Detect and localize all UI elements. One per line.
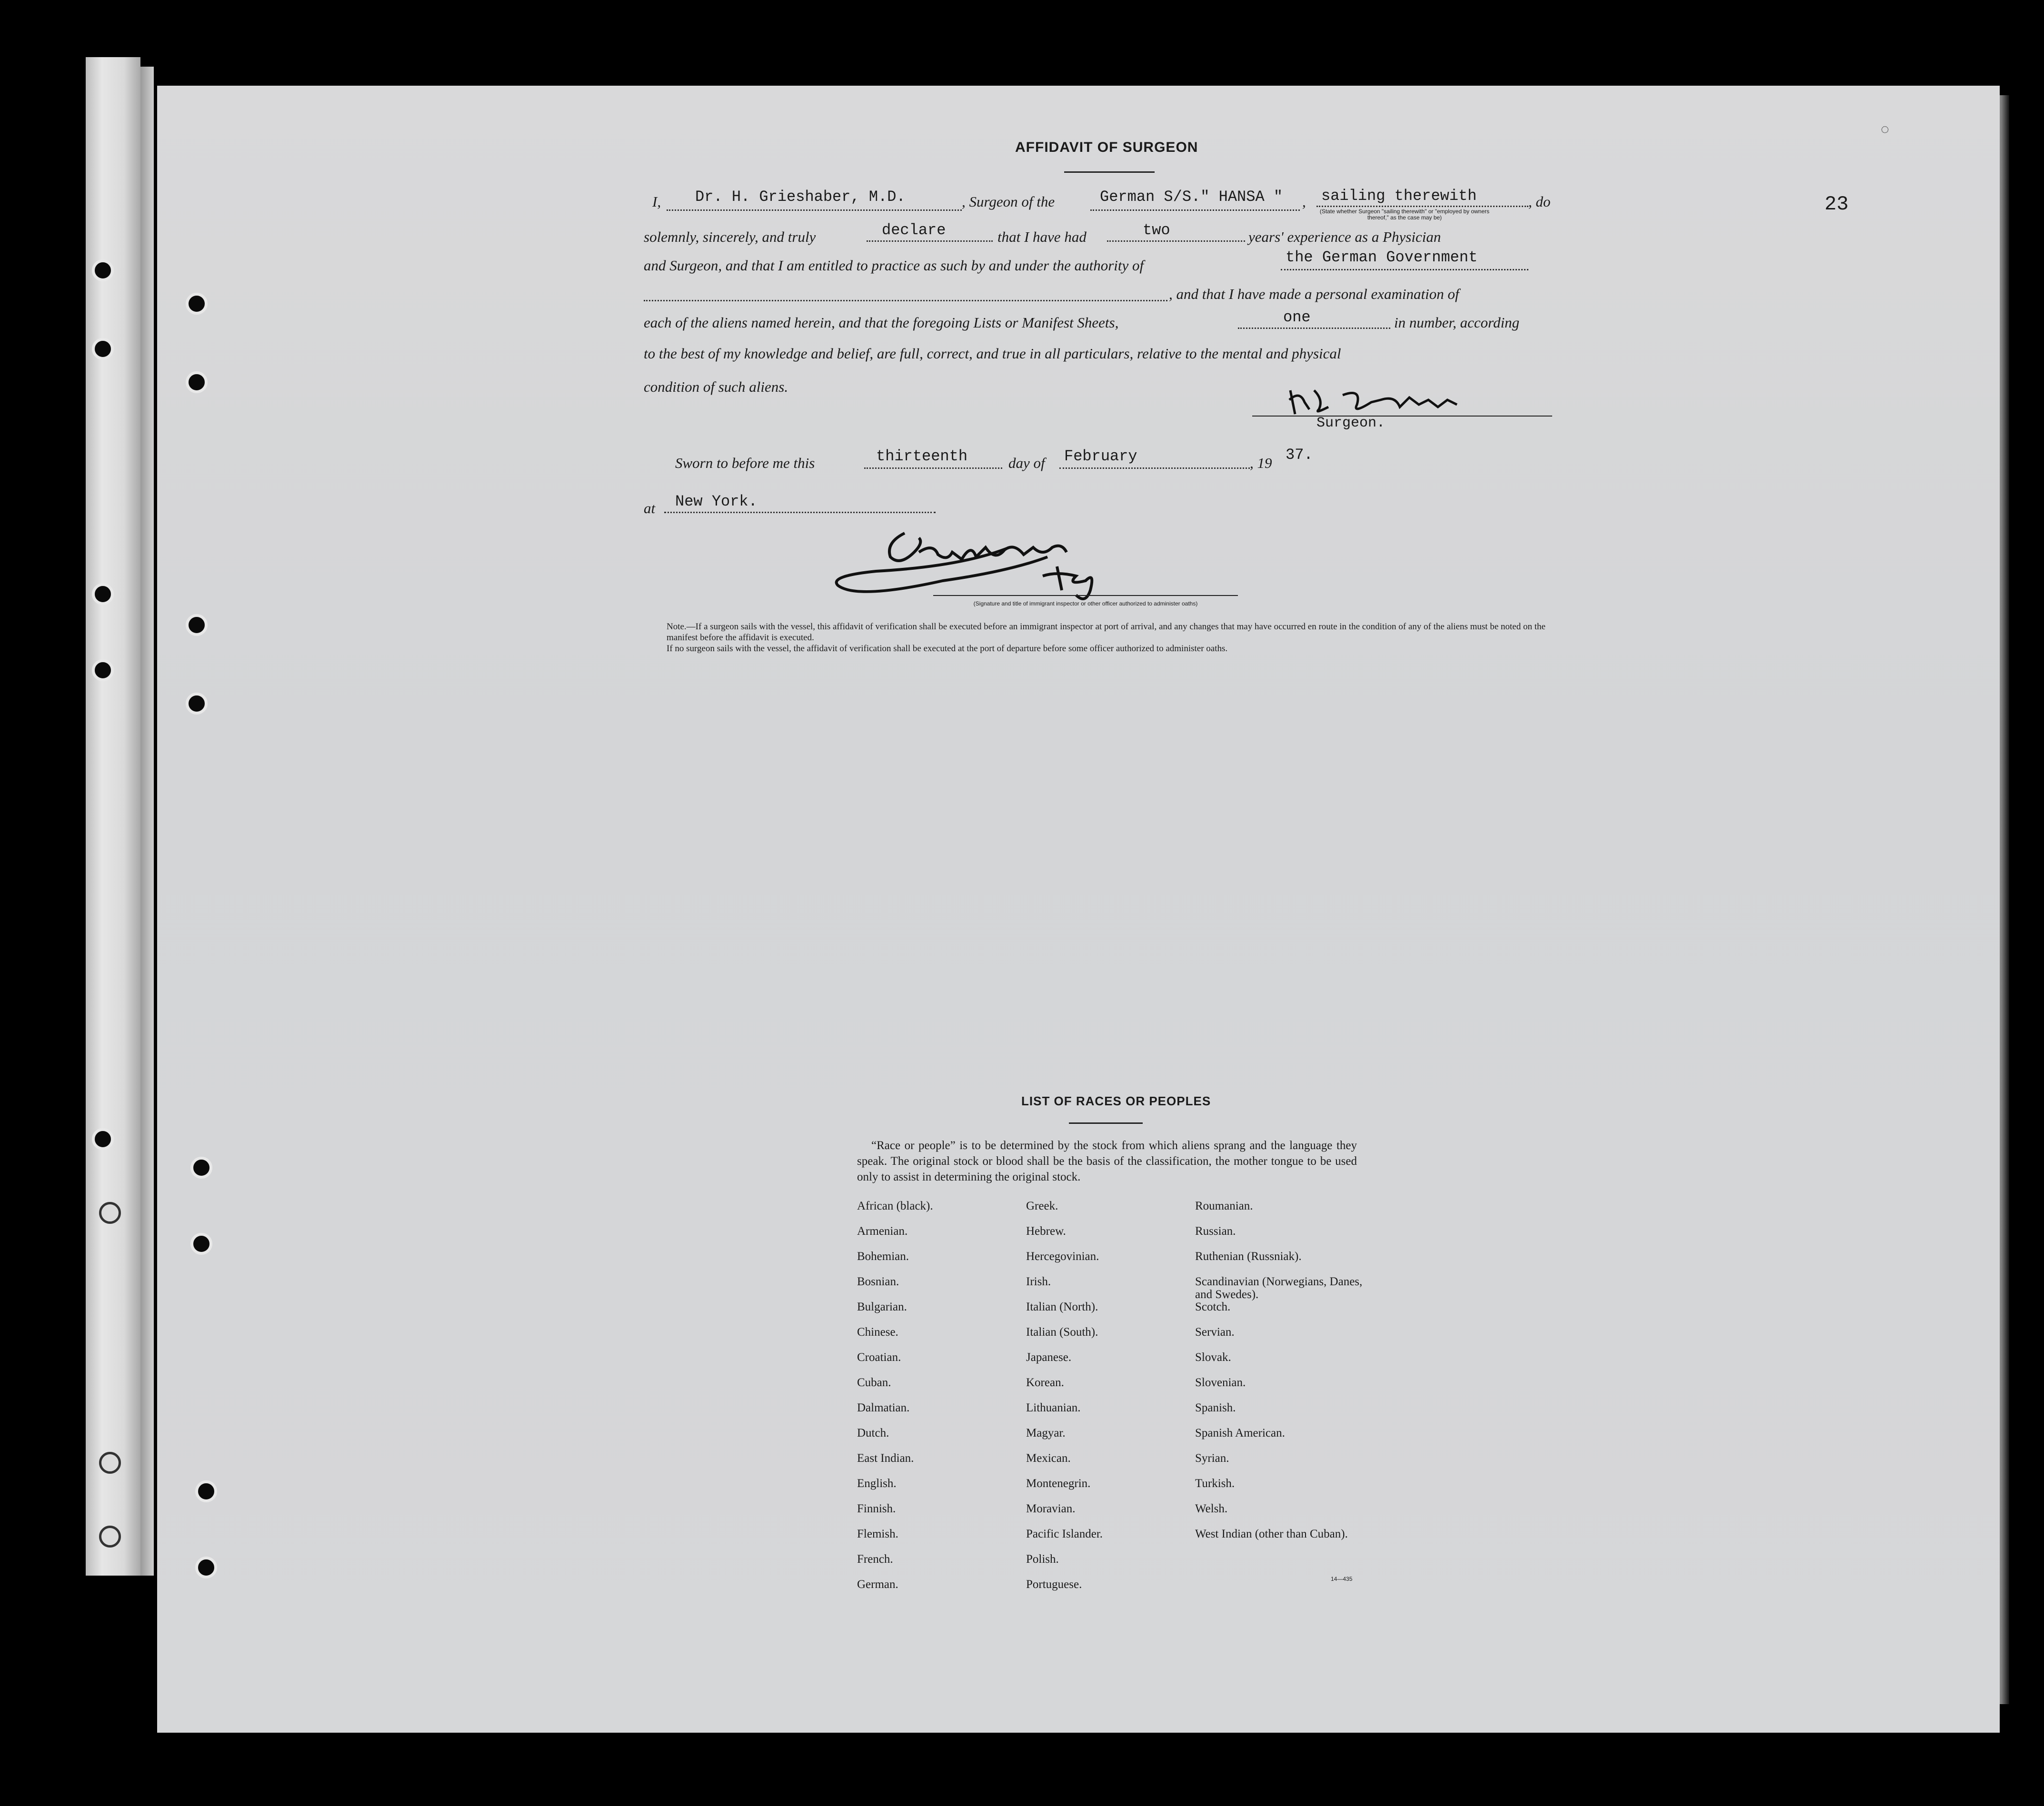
race-item: West Indian (other than Cuban). bbox=[1195, 1528, 1348, 1540]
inspector-caption: (Signature and title of immigrant inspector or other officer authorized to administer oaths) bbox=[973, 600, 1198, 607]
race-item: Spanish American. bbox=[1195, 1427, 1285, 1439]
race-item: Mexican. bbox=[1026, 1452, 1071, 1465]
affidavit-text: and Surgeon, and that I am entitled to practice as such by and under the authority of bbox=[644, 257, 1144, 274]
sheets-count: one bbox=[1283, 308, 1311, 326]
years-experience: two bbox=[1143, 221, 1170, 239]
affidavit-title: AFFIDAVIT OF SURGEON bbox=[1015, 139, 1198, 155]
field-line bbox=[1090, 209, 1300, 211]
affidavit-text: day of bbox=[1008, 455, 1045, 471]
race-item: Syrian. bbox=[1195, 1452, 1229, 1465]
binder-hole bbox=[99, 1452, 121, 1474]
affidavit-text: each of the aliens named herein, and that the foregoing Lists or Manifest Sheets, bbox=[644, 314, 1119, 331]
binder-hole bbox=[99, 1526, 121, 1548]
race-item: Hebrew. bbox=[1026, 1225, 1066, 1238]
race-item: Flemish. bbox=[857, 1528, 898, 1540]
binder-hole bbox=[92, 659, 114, 681]
field-line bbox=[1059, 467, 1250, 469]
race-item: German. bbox=[857, 1578, 898, 1591]
race-item: Chinese. bbox=[857, 1326, 898, 1339]
page-hole bbox=[186, 614, 208, 636]
races-column-3 bbox=[1195, 1200, 1366, 1553]
race-item: Dalmatian. bbox=[857, 1401, 910, 1414]
race-item: Italian (North). bbox=[1026, 1300, 1098, 1313]
field-line bbox=[667, 209, 962, 211]
affidavit-text: solemnly, sincerely, and truly bbox=[644, 228, 816, 245]
binder-hole bbox=[92, 583, 114, 605]
affidavit-text: Sworn to before me this bbox=[675, 455, 815, 471]
affidavit-text: to the best of my knowledge and belief, are full, correct, and true in all particulars, relative to the mental and physical bbox=[644, 345, 1341, 362]
vessel-name: German S/S." HANSA " bbox=[1100, 188, 1283, 206]
page-hole bbox=[190, 1157, 212, 1179]
race-item: Polish. bbox=[1026, 1553, 1059, 1566]
field-line bbox=[1107, 240, 1245, 242]
note-paragraph: Note.—If a surgeon sails with the vessel, this affidavit of verification shall be executed before an immigrant inspector at port of arrival, and any changes that may have occurred en route in the condition of any of the aliens must be noted on the manifest before the affidavit is executed. bbox=[667, 622, 1545, 643]
race-item: Italian (South). bbox=[1026, 1326, 1098, 1339]
race-item: Russian. bbox=[1195, 1225, 1236, 1238]
corner-mark: ◌ bbox=[1881, 121, 1889, 137]
race-item: Finnish. bbox=[857, 1502, 896, 1515]
note-paragraph: If no surgeon sails with the vessel, the affidavit of verification shall be executed at the port of departure before some officer authorized to administer oaths. bbox=[667, 644, 1228, 654]
race-item: English. bbox=[857, 1477, 897, 1490]
authority: the German Government bbox=[1286, 248, 1478, 266]
affidavit-text: condition of such aliens. bbox=[644, 378, 788, 395]
races-rule bbox=[1069, 1122, 1143, 1124]
race-item: Scandinavian (Norwegians, Danes, and Swedes). bbox=[1195, 1275, 1363, 1301]
page-hole bbox=[190, 1233, 212, 1255]
binder-strip-edge bbox=[140, 67, 154, 1576]
sworn-month: February bbox=[1064, 447, 1137, 465]
race-item: Japanese. bbox=[1026, 1351, 1072, 1364]
page-hole bbox=[195, 1557, 217, 1578]
field-line bbox=[864, 467, 1002, 469]
race-item: Moravian. bbox=[1026, 1502, 1076, 1515]
races-title: LIST OF RACES OR PEOPLES bbox=[1021, 1094, 1211, 1108]
binder-hole bbox=[92, 338, 114, 360]
race-item: Greek. bbox=[1026, 1200, 1058, 1212]
race-item: Irish. bbox=[1026, 1275, 1051, 1288]
binder-hole bbox=[99, 1202, 121, 1224]
form-number: 14—435 bbox=[1331, 1576, 1353, 1582]
surgeon-signature bbox=[1286, 381, 1486, 424]
race-item: French. bbox=[857, 1553, 893, 1566]
affidavit-text: , do bbox=[1528, 193, 1551, 210]
race-item: Portuguese. bbox=[1026, 1578, 1082, 1591]
affidavit-text: years' experience as a Physician bbox=[1248, 228, 1441, 245]
sworn-place: New York. bbox=[675, 493, 758, 510]
race-item: Lithuanian. bbox=[1026, 1401, 1081, 1414]
affidavit-text: in number, according bbox=[1394, 314, 1520, 331]
race-item: Hercegovinian. bbox=[1026, 1250, 1099, 1263]
affidavit-text: at bbox=[644, 500, 656, 516]
sworn-day: thirteenth bbox=[876, 447, 968, 465]
race-item: Servian. bbox=[1195, 1326, 1235, 1339]
race-item: Montenegrin. bbox=[1026, 1477, 1091, 1490]
inspector-signature-line bbox=[933, 595, 1238, 596]
race-item: Turkish. bbox=[1195, 1477, 1235, 1490]
field-line bbox=[1238, 327, 1390, 329]
sailing-status: sailing therewith bbox=[1321, 187, 1477, 205]
race-item: Bosnian. bbox=[857, 1275, 899, 1288]
race-item: East Indian. bbox=[857, 1452, 914, 1465]
field-line bbox=[1281, 269, 1528, 270]
field-line bbox=[644, 300, 1167, 301]
page-hole bbox=[186, 371, 208, 393]
races-intro: “Race or people” is to be determined by the stock from which aliens sprang and the language they speak. The original stock or blood shall be the basis of the classification, the mother tongue to be used only to assist in determining the original stock. bbox=[857, 1139, 1357, 1183]
page-hole bbox=[186, 693, 208, 714]
race-item: Scotch. bbox=[1195, 1300, 1231, 1313]
races-column-2 bbox=[1026, 1200, 1183, 1603]
binder-strip bbox=[86, 57, 140, 1576]
race-item: Bulgarian. bbox=[857, 1300, 907, 1313]
race-item: Slovak. bbox=[1195, 1351, 1231, 1364]
race-item: Slovenian. bbox=[1195, 1376, 1246, 1389]
title-rule bbox=[1064, 171, 1155, 173]
race-item: Bohemian. bbox=[857, 1250, 909, 1263]
field-line bbox=[867, 240, 993, 242]
affidavit-text: , Surgeon of the bbox=[962, 193, 1055, 210]
affidavit-text: , 19 bbox=[1250, 455, 1272, 471]
sworn-year: 37. bbox=[1286, 446, 1313, 464]
race-item: Korean. bbox=[1026, 1376, 1064, 1389]
race-item: Dutch. bbox=[857, 1427, 889, 1439]
race-item: African (black). bbox=[857, 1200, 933, 1212]
field-line bbox=[1316, 206, 1528, 207]
affidavit-note bbox=[652, 621, 1557, 654]
page-hole bbox=[186, 293, 208, 315]
affidavit-text: , and that I have made a personal examination of bbox=[1169, 286, 1459, 302]
surgeon-name: Dr. H. Grieshaber, M.D. bbox=[695, 188, 906, 206]
race-item: Spanish. bbox=[1195, 1401, 1236, 1414]
sailing-note: (State whether Surgeon "sailing therewith" or "employed by owners thereof," as the case may be) bbox=[1319, 208, 1490, 221]
race-item: Cuban. bbox=[857, 1376, 891, 1389]
binder-hole bbox=[92, 259, 114, 281]
race-item: Croatian. bbox=[857, 1351, 901, 1364]
race-item: Ruthenian (Russniak). bbox=[1195, 1250, 1302, 1263]
page-hole bbox=[195, 1480, 217, 1502]
field-line bbox=[664, 512, 936, 513]
affidavit-text: that I have had bbox=[997, 228, 1087, 245]
race-item: Welsh. bbox=[1195, 1502, 1228, 1515]
signature-line bbox=[1252, 416, 1552, 417]
affidavit-text: I, bbox=[652, 193, 661, 210]
races-column-1 bbox=[857, 1200, 1014, 1603]
affidavit-text: , bbox=[1302, 193, 1306, 210]
race-item: Pacific Islander. bbox=[1026, 1528, 1103, 1540]
binder-hole bbox=[92, 1128, 114, 1150]
race-item: Magyar. bbox=[1026, 1427, 1066, 1439]
declare-word: declare bbox=[882, 221, 946, 239]
surgeon-label: Surgeon. bbox=[1316, 415, 1386, 431]
race-item: Armenian. bbox=[857, 1225, 908, 1238]
race-item: Roumanian. bbox=[1195, 1200, 1253, 1212]
page-number: 23 bbox=[1825, 193, 1849, 216]
